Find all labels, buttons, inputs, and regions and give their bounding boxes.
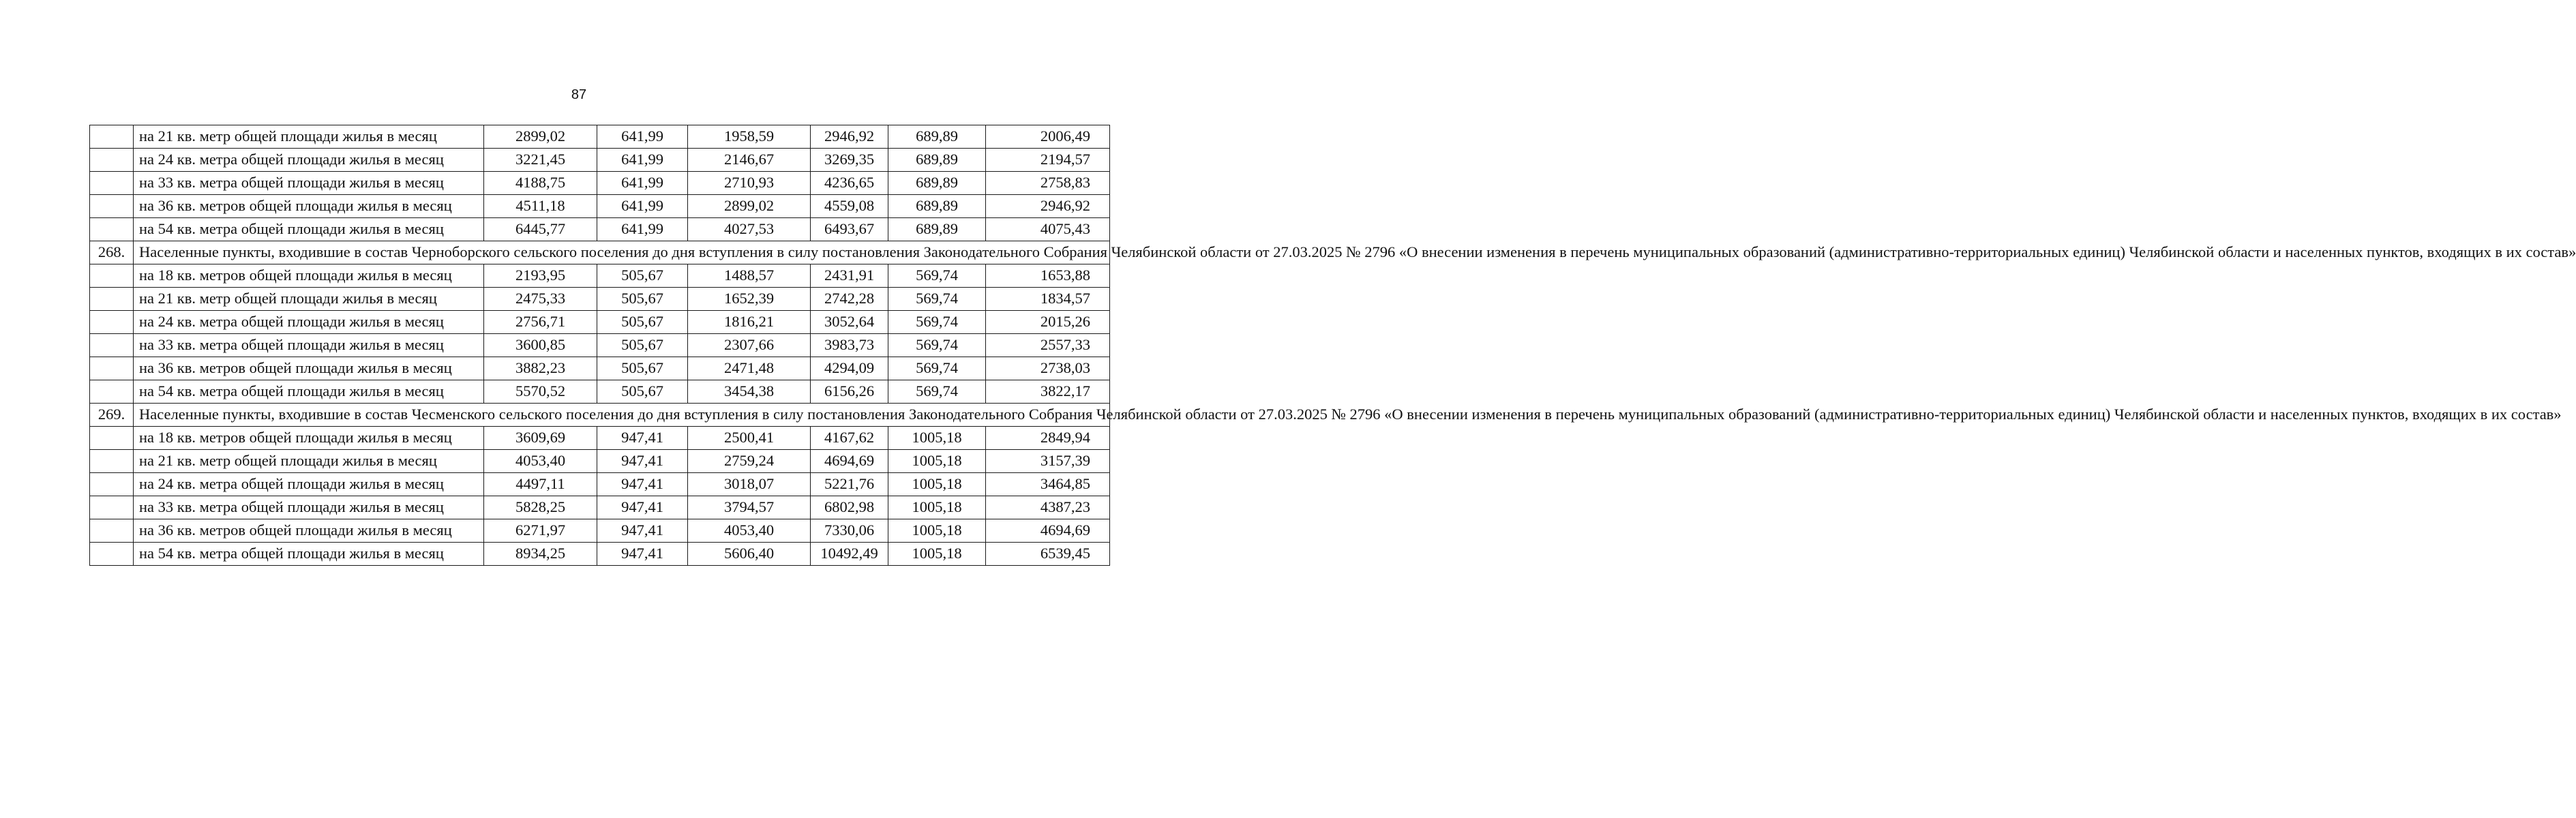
table-row xyxy=(90,473,1110,496)
value-cell: 2899,02 xyxy=(688,195,811,218)
value-cell: 569,74 xyxy=(888,288,986,311)
table-row xyxy=(90,496,1110,519)
table-body xyxy=(90,125,2576,566)
value-cell: 3454,38 xyxy=(688,380,811,404)
value-cell: 569,74 xyxy=(888,357,986,380)
value-cell: 2146,67 xyxy=(688,149,811,172)
value-cell: 947,41 xyxy=(597,473,688,496)
row-number-cell xyxy=(90,195,134,218)
row-number-cell xyxy=(90,519,134,543)
value-cell: 947,41 xyxy=(597,543,688,566)
row-label: на 36 кв. метров общей площади жилья в месяц xyxy=(134,357,484,380)
value-cell: 4559,08 xyxy=(811,195,888,218)
value-cell: 1834,57 xyxy=(986,288,1110,311)
value-cell: 6539,45 xyxy=(986,543,1110,566)
table-row xyxy=(90,380,1110,404)
value-cell: 3600,85 xyxy=(484,334,597,357)
row-number-cell xyxy=(90,496,134,519)
value-cell: 3464,85 xyxy=(986,473,1110,496)
value-cell: 505,67 xyxy=(597,380,688,404)
row-number-cell xyxy=(90,427,134,450)
row-label: на 33 кв. метра общей площади жилья в месяц xyxy=(134,496,484,519)
value-cell: 2193,95 xyxy=(484,264,597,288)
row-number-cell xyxy=(90,149,134,172)
row-number-cell xyxy=(90,334,134,357)
table-row xyxy=(90,311,1110,334)
row-number-cell xyxy=(90,288,134,311)
value-cell: 1816,21 xyxy=(688,311,811,334)
table-row xyxy=(90,149,1110,172)
value-cell: 689,89 xyxy=(888,149,986,172)
value-cell: 2946,92 xyxy=(811,125,888,149)
table-row xyxy=(90,357,1110,380)
tariff-table xyxy=(89,125,2576,566)
table-row xyxy=(90,519,1110,543)
value-cell: 2756,71 xyxy=(484,311,597,334)
value-cell: 641,99 xyxy=(597,172,688,195)
value-cell: 1005,18 xyxy=(888,473,986,496)
value-cell: 6445,77 xyxy=(484,218,597,241)
value-cell: 4294,09 xyxy=(811,357,888,380)
value-cell: 2738,03 xyxy=(986,357,1110,380)
row-label: на 36 кв. метров общей площади жилья в месяц xyxy=(134,519,484,543)
row-number-cell xyxy=(90,380,134,404)
row-number-cell xyxy=(90,543,134,566)
value-cell: 641,99 xyxy=(597,149,688,172)
value-cell: 2742,28 xyxy=(811,288,888,311)
value-cell: 3822,17 xyxy=(986,380,1110,404)
row-label: на 33 кв. метра общей площади жилья в месяц xyxy=(134,172,484,195)
page-number: 87 xyxy=(571,87,587,102)
row-label: на 18 кв. метров общей площади жилья в месяц xyxy=(134,264,484,288)
value-cell: 505,67 xyxy=(597,311,688,334)
value-cell: 1005,18 xyxy=(888,427,986,450)
table-row xyxy=(90,543,1110,566)
value-cell: 4027,53 xyxy=(688,218,811,241)
table-row xyxy=(90,125,1110,149)
row-number-cell xyxy=(90,450,134,473)
value-cell: 7330,06 xyxy=(811,519,888,543)
value-cell: 4497,11 xyxy=(484,473,597,496)
value-cell: 569,74 xyxy=(888,311,986,334)
value-cell: 505,67 xyxy=(597,357,688,380)
value-cell: 1653,88 xyxy=(986,264,1110,288)
value-cell: 947,41 xyxy=(597,450,688,473)
table-row xyxy=(90,264,1110,288)
value-cell: 1005,18 xyxy=(888,496,986,519)
value-cell: 1005,18 xyxy=(888,543,986,566)
value-cell: 2849,94 xyxy=(986,427,1110,450)
section-header-row xyxy=(90,404,1110,427)
value-cell: 5570,52 xyxy=(484,380,597,404)
row-label: на 24 кв. метра общей площади жилья в месяц xyxy=(134,473,484,496)
table-row xyxy=(90,172,1110,195)
section-title: Населенные пункты, входившие в состав Черноборского сельского поселения до дня вступления в силу постановления Законодательного Собрания Челябинской области от 27.03.2025 № 2796 «О внесении изменения в перечень муниципальных образований (административно-территориальных единиц) Челябинской области и населенных пунктов, входящих в их состав» xyxy=(134,241,1110,264)
row-number-cell xyxy=(90,172,134,195)
section-header-row xyxy=(90,241,1110,264)
value-cell: 689,89 xyxy=(888,195,986,218)
row-number-cell xyxy=(90,218,134,241)
value-cell: 689,89 xyxy=(888,172,986,195)
value-cell: 6493,67 xyxy=(811,218,888,241)
value-cell: 2006,49 xyxy=(986,125,1110,149)
section-title: Населенные пункты, входившие в состав Чесменского сельского поселения до дня вступления в силу постановления Законодательного Собрания Челябинской области от 27.03.2025 № 2796 «О внесении изменения в перечень муниципальных образований (административно-территориальных единиц) Челябинской области и населенных пунктов, входящих в их состав» xyxy=(134,404,1110,427)
value-cell: 6802,98 xyxy=(811,496,888,519)
row-label: на 54 кв. метра общей площади жилья в месяц xyxy=(134,218,484,241)
value-cell: 2557,33 xyxy=(986,334,1110,357)
value-cell: 569,74 xyxy=(888,264,986,288)
row-number-cell xyxy=(90,357,134,380)
value-cell: 2471,48 xyxy=(688,357,811,380)
value-cell: 947,41 xyxy=(597,427,688,450)
value-cell: 2500,41 xyxy=(688,427,811,450)
section-number: 268. xyxy=(90,241,134,264)
value-cell: 641,99 xyxy=(597,195,688,218)
value-cell: 569,74 xyxy=(888,334,986,357)
value-cell: 2475,33 xyxy=(484,288,597,311)
row-label: на 33 кв. метра общей площади жилья в месяц xyxy=(134,334,484,357)
value-cell: 3221,45 xyxy=(484,149,597,172)
value-cell: 5828,25 xyxy=(484,496,597,519)
value-cell: 4053,40 xyxy=(688,519,811,543)
row-number-cell xyxy=(90,264,134,288)
value-cell: 6156,26 xyxy=(811,380,888,404)
table-row xyxy=(90,195,1110,218)
value-cell: 4053,40 xyxy=(484,450,597,473)
value-cell: 505,67 xyxy=(597,334,688,357)
value-cell: 4694,69 xyxy=(811,450,888,473)
row-label: на 54 кв. метра общей площади жилья в месяц xyxy=(134,380,484,404)
value-cell: 2710,93 xyxy=(688,172,811,195)
value-cell: 8934,25 xyxy=(484,543,597,566)
row-number-cell xyxy=(90,473,134,496)
row-label: на 24 кв. метра общей площади жилья в месяц xyxy=(134,149,484,172)
value-cell: 3018,07 xyxy=(688,473,811,496)
value-cell: 1958,59 xyxy=(688,125,811,149)
value-cell: 3269,35 xyxy=(811,149,888,172)
value-cell: 2431,91 xyxy=(811,264,888,288)
section-number: 269. xyxy=(90,404,134,427)
value-cell: 5606,40 xyxy=(688,543,811,566)
value-cell: 4387,23 xyxy=(986,496,1110,519)
value-cell: 10492,49 xyxy=(811,543,888,566)
value-cell: 6271,97 xyxy=(484,519,597,543)
value-cell: 505,67 xyxy=(597,288,688,311)
value-cell: 2759,24 xyxy=(688,450,811,473)
value-cell: 4167,62 xyxy=(811,427,888,450)
table-row xyxy=(90,288,1110,311)
value-cell: 2758,83 xyxy=(986,172,1110,195)
value-cell: 689,89 xyxy=(888,125,986,149)
value-cell: 2899,02 xyxy=(484,125,597,149)
row-number-cell xyxy=(90,125,134,149)
value-cell: 4511,18 xyxy=(484,195,597,218)
value-cell: 4188,75 xyxy=(484,172,597,195)
value-cell: 1488,57 xyxy=(688,264,811,288)
value-cell: 3052,64 xyxy=(811,311,888,334)
value-cell: 1005,18 xyxy=(888,450,986,473)
value-cell: 947,41 xyxy=(597,519,688,543)
value-cell: 569,74 xyxy=(888,380,986,404)
row-label: на 21 кв. метр общей площади жилья в месяц xyxy=(134,450,484,473)
row-label: на 18 кв. метров общей площади жилья в месяц xyxy=(134,427,484,450)
row-number-cell xyxy=(90,311,134,334)
value-cell: 2015,26 xyxy=(986,311,1110,334)
value-cell: 2307,66 xyxy=(688,334,811,357)
value-cell: 4075,43 xyxy=(986,218,1110,241)
value-cell: 2946,92 xyxy=(986,195,1110,218)
value-cell: 3794,57 xyxy=(688,496,811,519)
table-row xyxy=(90,450,1110,473)
value-cell: 641,99 xyxy=(597,218,688,241)
row-label: на 24 кв. метра общей площади жилья в месяц xyxy=(134,311,484,334)
value-cell: 3882,23 xyxy=(484,357,597,380)
value-cell: 689,89 xyxy=(888,218,986,241)
value-cell: 4236,65 xyxy=(811,172,888,195)
value-cell: 3983,73 xyxy=(811,334,888,357)
value-cell: 641,99 xyxy=(597,125,688,149)
value-cell: 1652,39 xyxy=(688,288,811,311)
value-cell: 3157,39 xyxy=(986,450,1110,473)
value-cell: 1005,18 xyxy=(888,519,986,543)
value-cell: 3609,69 xyxy=(484,427,597,450)
table-row xyxy=(90,334,1110,357)
table-row xyxy=(90,218,1110,241)
value-cell: 505,67 xyxy=(597,264,688,288)
row-label: на 54 кв. метра общей площади жилья в месяц xyxy=(134,543,484,566)
value-cell: 4694,69 xyxy=(986,519,1110,543)
value-cell: 947,41 xyxy=(597,496,688,519)
row-label: на 21 кв. метр общей площади жилья в месяц xyxy=(134,288,484,311)
value-cell: 5221,76 xyxy=(811,473,888,496)
value-cell: 2194,57 xyxy=(986,149,1110,172)
table-row xyxy=(90,427,1110,450)
row-label: на 36 кв. метров общей площади жилья в месяц xyxy=(134,195,484,218)
row-label: на 21 кв. метр общей площади жилья в месяц xyxy=(134,125,484,149)
